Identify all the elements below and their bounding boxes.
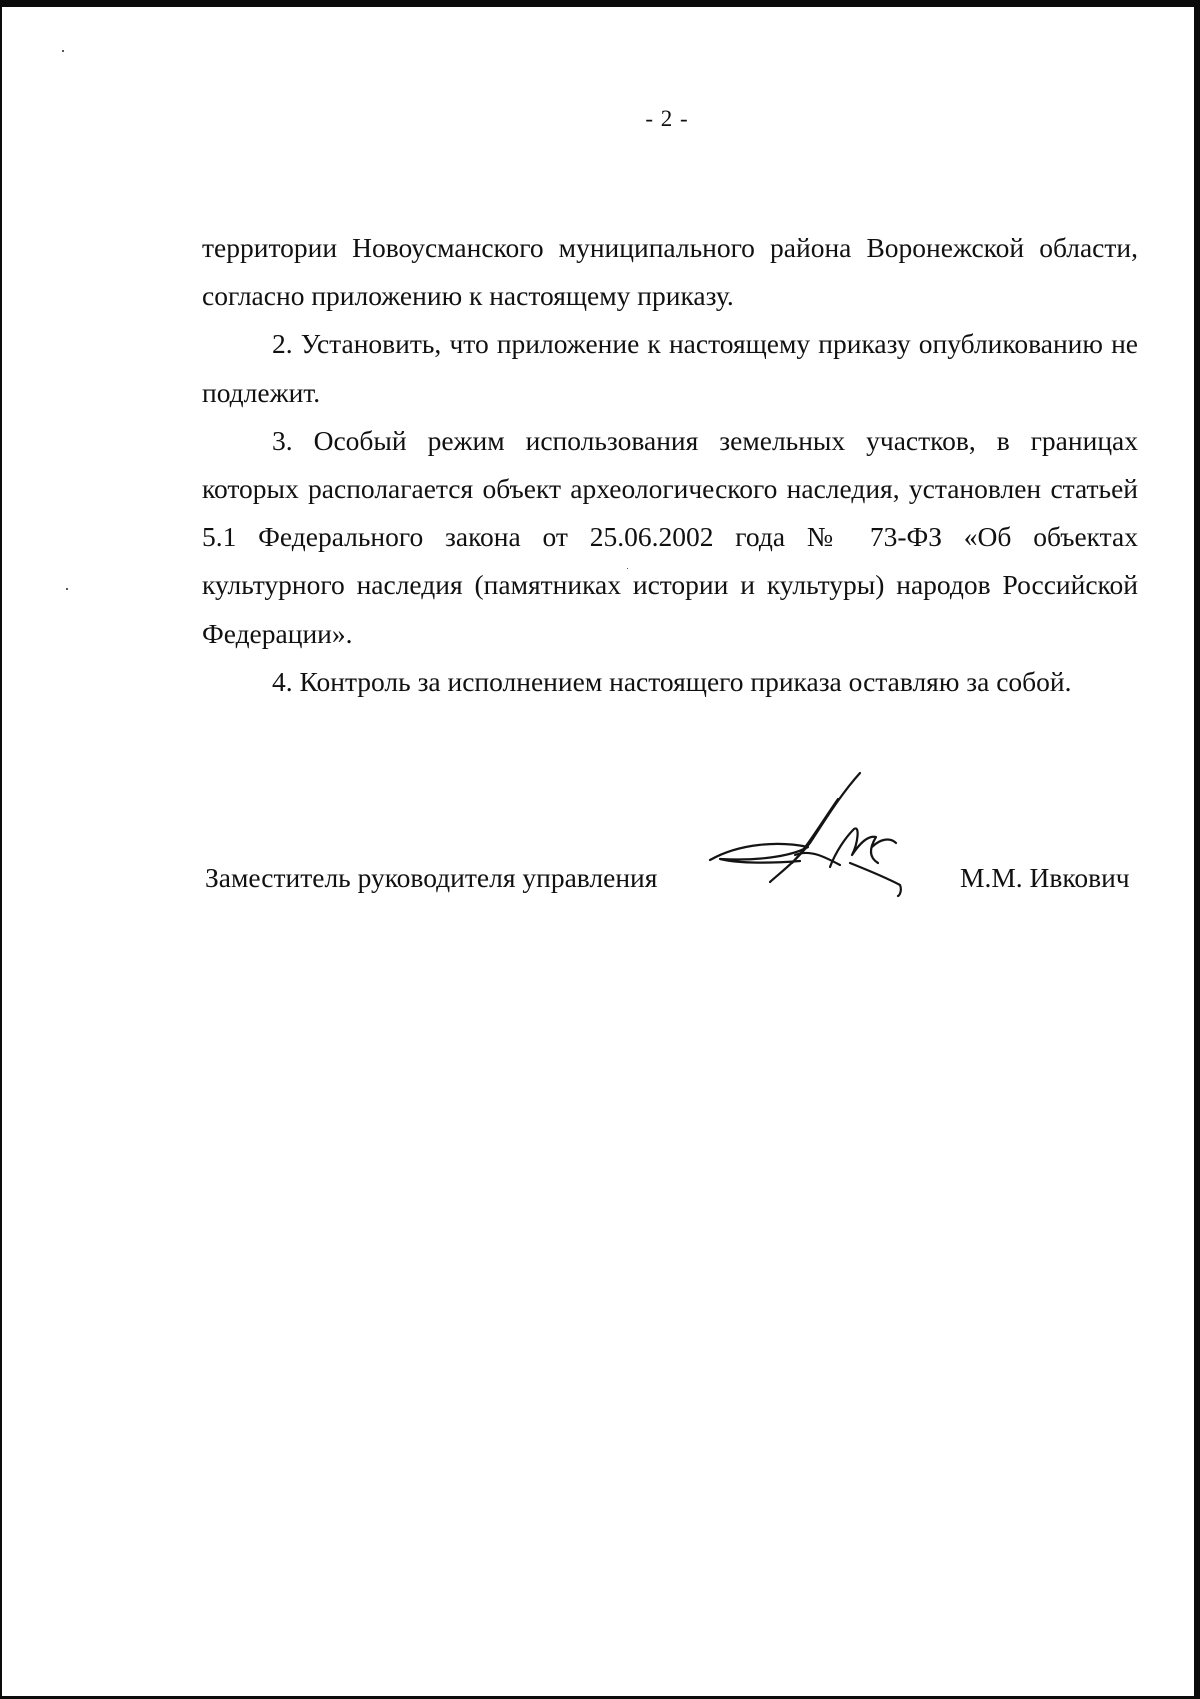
paragraph-continuation: территории Новоусманского муниципального района Воронежской области, согласно приложению к настоящему приказу. [202,232,1138,312]
document-body [202,224,1138,706]
page-number: - 2 - [645,106,689,131]
paragraph-2: 2. Установить, что приложение к настоящему приказу опубликованию не подлежит. [202,328,1138,408]
signatory-name: М.М. Ивкович [960,862,1130,893]
scan-border-left [0,0,2,1699]
scan-border-top [0,0,1200,7]
scan-border-right [1194,0,1200,1699]
handwritten-signature [700,765,920,905]
scan-speck [66,588,68,590]
signatory-role: Заместитель руководителя управления [205,862,658,893]
paragraph-3: 3. Особый режим использования земельных участков, в границах которых располагается объект археологического наследия, установлен статьей 5.1 Федерального закона от 25.06.2002 года № 73-ФЗ «Об объектах культурного наследия (памятниках истории и культуры) народов Российской Федерации». [202,424,1138,649]
paragraph-4: 4. Контроль за исполнением настоящего приказа оставляю за собой. [272,665,1072,697]
scan-speck [62,50,64,52]
